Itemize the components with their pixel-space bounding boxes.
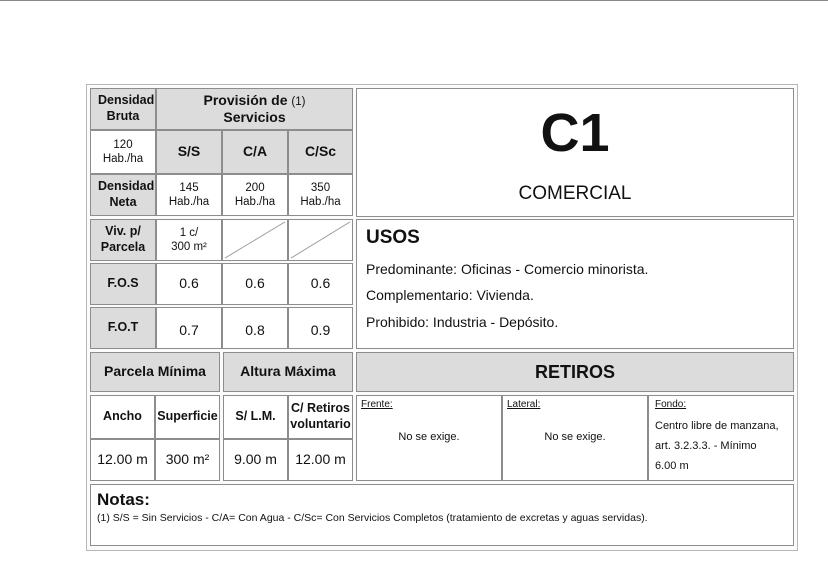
neta-csc-unit: Hab./ha — [300, 196, 341, 208]
provision-title: Provisión de — [203, 91, 288, 108]
parcela-minima-header — [90, 352, 220, 392]
slm-label-text: S/ L.M. — [235, 409, 276, 424]
retiro-lateral — [502, 395, 648, 481]
altura-slm-label — [223, 395, 288, 439]
altura-retiros-value — [288, 439, 353, 481]
retiros-value: 12.00 m — [295, 451, 346, 468]
densidad-neta-label — [90, 174, 156, 216]
fos-ca-value: 0.6 — [245, 275, 265, 292]
notas-title: Notas: — [97, 490, 150, 509]
fos-csc-value: 0.6 — [310, 275, 331, 292]
ancho-label-text: Ancho — [103, 409, 142, 424]
fos-ss-value: 0.6 — [179, 275, 199, 292]
retiros-header — [356, 352, 794, 392]
retiros-label-line2: voluntario — [290, 417, 351, 431]
parcela-superficie-label — [155, 395, 220, 439]
usos-box — [356, 219, 794, 349]
slm-value: 9.00 m — [234, 451, 277, 468]
bruta-unit: Hab./ha — [102, 153, 144, 165]
fot-label — [90, 307, 156, 349]
neta-ca-unit: Hab./ha — [234, 196, 276, 208]
fot-ca-value: 0.8 — [245, 322, 265, 339]
col-csc-text: C/Sc — [304, 143, 337, 160]
fot-text: F.O.T — [107, 320, 139, 335]
fondo-line2: art. 3.2.3.3. - Mínimo — [655, 439, 757, 452]
viv-parcela-csc-empty — [288, 219, 353, 261]
altura-title: Altura Máxima — [240, 363, 336, 380]
fos-text: F.O.S — [107, 276, 139, 291]
neta-csc-value: 350 — [310, 181, 331, 194]
parcela-ancho-value — [90, 439, 155, 481]
fondo-line3: 6.00 m — [655, 459, 689, 472]
fos-ss — [156, 263, 222, 305]
fot-csc — [288, 307, 353, 349]
col-ss-text: S/S — [177, 143, 201, 160]
provision-servicios-header — [156, 88, 353, 130]
densidad-neta-ca — [222, 174, 288, 216]
parcela-superficie-value — [155, 439, 220, 481]
col-ca-text: C/A — [242, 143, 268, 160]
top-border-line — [0, 0, 828, 1]
altura-retiros-label — [288, 395, 353, 439]
viv-parcela-label — [90, 219, 156, 261]
diagonal-line — [223, 220, 287, 260]
col-header-csc — [288, 130, 353, 174]
densidad-bruta-value — [90, 130, 156, 174]
provision-title-line1 — [204, 92, 306, 110]
bruta-value: 120 — [113, 138, 133, 151]
retiros-label-line1: C/ Retiros — [290, 401, 351, 416]
densidad-bruta-label — [90, 88, 156, 130]
neta-ss-value: 145 — [179, 181, 199, 194]
superficie-value: 300 m² — [165, 451, 210, 468]
fos-ca — [222, 263, 288, 305]
notas-text: (1) S/S = Sin Servicios - C/A= Con Agua - C/Sc= Con Servicios Completos (tratamiento de excretas y aguas servidas). — [97, 512, 648, 525]
viv-parcela-line1: 1 c/ — [179, 226, 199, 239]
superficie-label-text: Superficie — [157, 409, 218, 424]
densidad-neta-csc — [288, 174, 353, 216]
provision-ref: (1) — [291, 95, 306, 108]
neta-ss-unit: Hab./ha — [168, 196, 210, 208]
densidad-bruta-text: Densidad Bruta — [98, 93, 155, 123]
notas-box — [90, 484, 794, 546]
fos-label — [90, 263, 156, 305]
densidad-neta-ss — [156, 174, 222, 216]
viv-parcela-ca-empty — [222, 219, 288, 261]
fot-ca — [222, 307, 288, 349]
usos-complementario: Complementario: Vivienda. — [366, 287, 534, 304]
viv-parcela-value — [156, 219, 222, 261]
usos-title: USOS — [366, 227, 420, 248]
viv-parcela-text: Viv. p/ Parcela — [100, 224, 146, 254]
fot-ss-value: 0.7 — [179, 322, 199, 339]
lateral-label: Lateral: — [507, 399, 541, 410]
col-header-ca — [222, 130, 288, 174]
zone-name: COMERCIAL — [518, 182, 632, 204]
usos-prohibido: Prohibido: Industria - Depósito. — [366, 313, 559, 330]
frente-label: Frente: — [361, 399, 393, 410]
fondo-line1: Centro libre de manzana, — [655, 419, 779, 432]
zone-code: C1 — [540, 102, 610, 163]
viv-parcela-line2: 300 m² — [171, 241, 207, 253]
retiros-title: RETIROS — [534, 361, 615, 382]
diagonal-line — [289, 220, 352, 260]
frente-value: No se exige. — [398, 431, 460, 444]
zone-box — [356, 88, 794, 217]
altura-maxima-header — [223, 352, 353, 392]
retiro-fondo — [648, 395, 794, 481]
altura-slm-value — [223, 439, 288, 481]
lateral-value: No se exige. — [544, 431, 606, 444]
fondo-label: Fondo: — [655, 399, 687, 410]
neta-ca-value: 200 — [245, 181, 265, 194]
fot-ss — [156, 307, 222, 349]
parcela-title: Parcela Mínima — [104, 363, 206, 380]
parcela-ancho-label — [90, 395, 155, 439]
provision-title-line2: Servicios — [223, 109, 286, 125]
usos-predominante: Predominante: Oficinas - Comercio minorista. — [366, 260, 649, 277]
fos-csc — [288, 263, 353, 305]
col-header-ss — [156, 130, 222, 174]
ancho-value: 12.00 m — [97, 451, 148, 468]
retiro-frente — [356, 395, 502, 481]
densidad-neta-text: Densidad Neta — [98, 179, 155, 209]
fot-csc-value: 0.9 — [310, 322, 331, 339]
